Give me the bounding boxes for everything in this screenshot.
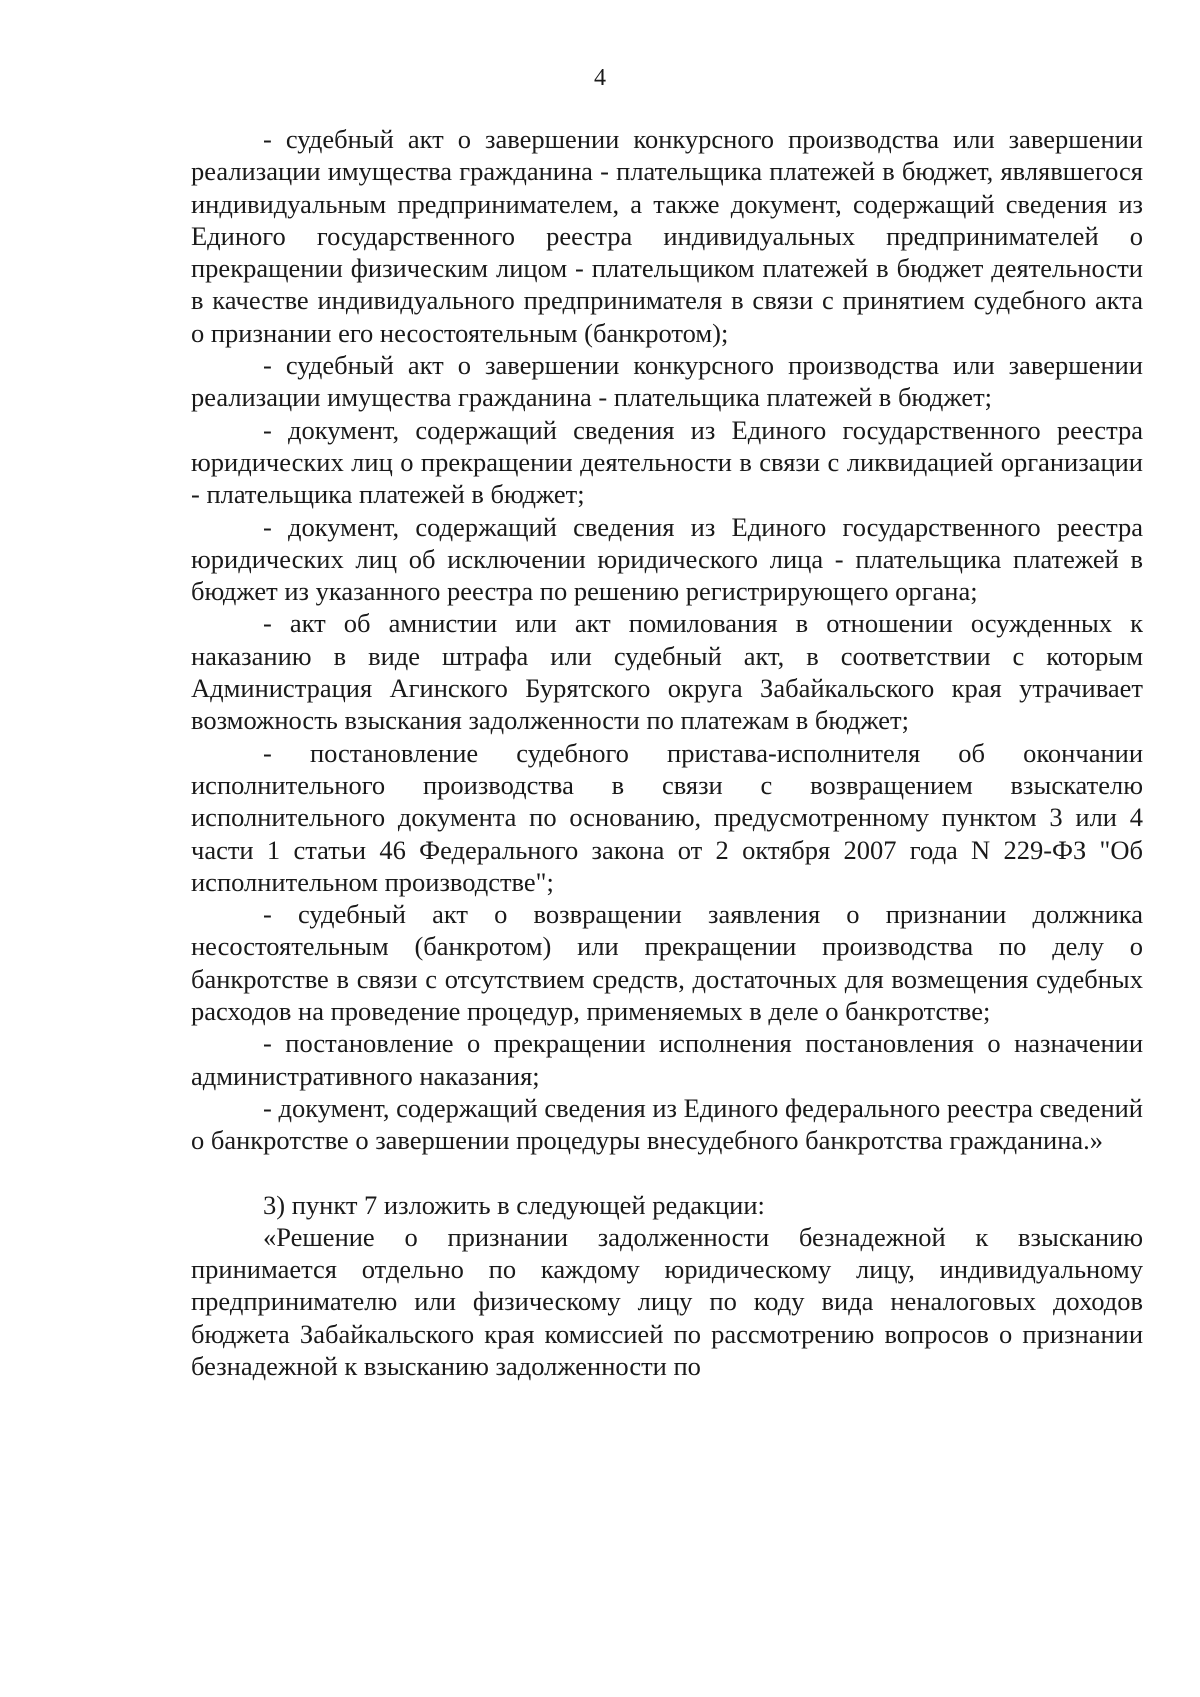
list-item: - постановление о прекращении исполнения постановления о назначении административного наказания; <box>191 1028 1143 1091</box>
list-item: - судебный акт о завершении конкурсного производства или завершении реализации имущества гражданина - плательщика платежей в бюджет, являвшегося индивидуальным предпринимателем, а также документ, содержащий сведения из Единого государственного реестра индивидуальных предпринимателей о прекращении физическим лицом - плательщиком платежей в бюджет деятельности в качестве индивидуального предпринимателя в связи с принятием судебного акта о признании его несостоятельным (банкротом); <box>191 124 1143 348</box>
amendment-heading: 3) пункт 7 изложить в следующей редакции: <box>263 1189 765 1220</box>
list-item: - судебный акт о завершении конкурсного производства или завершении реализации имущества гражданина - плательщика платежей в бюджет; <box>191 350 1143 413</box>
page-number: 4 <box>594 65 606 91</box>
list-item: - документ, содержащий сведения из Единого государственного реестра юридических лиц об исключении юридического лица - плательщика платежей в бюджет из указанного реестра по решению регистрирующего органа; <box>191 511 1143 607</box>
list-item: - акт об амнистии или акт помилования в отношении осужденных к наказанию в виде штрафа или судебный акт, в соответствии с которым Администрация Агинского Бурятского округа Забайкальского края утрачивает возможность взыскания задолженности по платежам в бюджет; <box>191 608 1143 736</box>
amendment-text: «Решение о признании задолженности безнадежной к взысканию принимается отдельно по каждому юридическому лицу, индивидуальному предпринимателю или физическому лицу по коду вида неналоговых доходов бюджета Забайкальского края комиссией по рассмотрению вопросов о признании безнадежной к взысканию задолженности по <box>191 1221 1143 1381</box>
list-item: - документ, содержащий сведения из Единого государственного реестра юридических лиц о прекращении деятельности в связи с ликвидацией организации - плательщика платежей в бюджет; <box>191 414 1143 510</box>
document-body <box>191 123 1143 1382</box>
list-item: - документ, содержащий сведения из Единого федерального реестра сведений о банкротстве о завершении процедуры внесудебного банкротства гражданина.» <box>191 1092 1143 1156</box>
list-item: - постановление судебного пристава-исполнителя об окончании исполнительного производства в связи с возвращением взыскателю исполнительного документа по основанию, предусмотренному пунктом 3 или 4 части 1 статьи 46 Федерального закона от 2 октября 2007 года N 229-ФЗ "Об исполнительном производстве"; <box>191 737 1143 897</box>
list-item: - судебный акт о возвращении заявления о признании должника несостоятельным (банкротом) или прекращении производства по делу о банкротстве в связи с отсутствием средств, достаточных для возмещения судебных расходов на проведение процедур, применяемых в деле о банкротстве; <box>191 899 1143 1027</box>
